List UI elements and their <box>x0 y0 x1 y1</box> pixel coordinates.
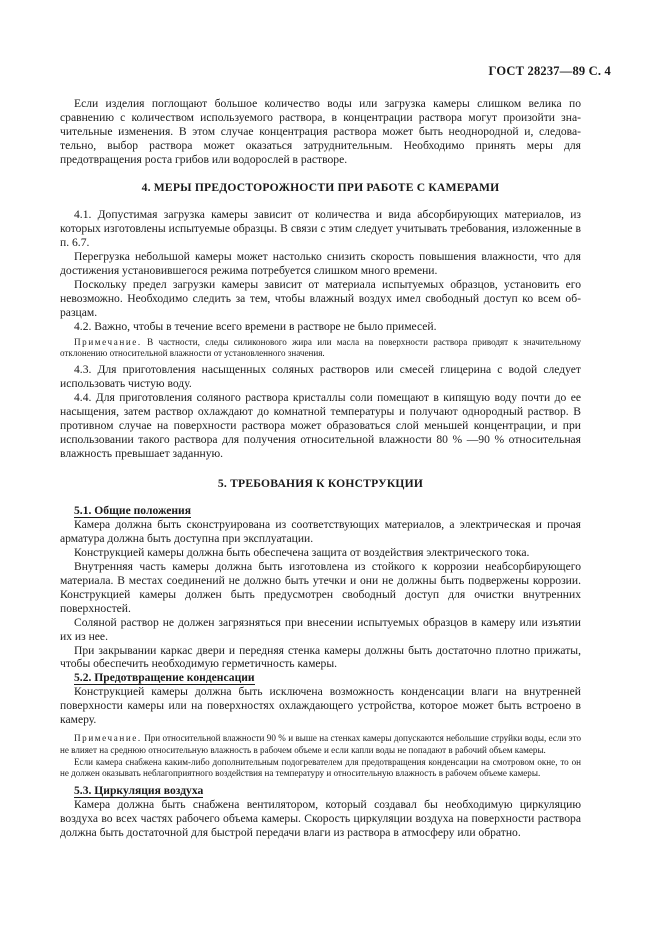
para-4-1-limit: Поскольку предел загрузки камеры зависит от материала испытуемых образцов, установить его невозможно. Необходимо следить за тем, чтобы влажный воздух имел свободный доступ ко всем образцам. <box>60 277 581 319</box>
note-text: При относительной влажности 90 % и выше на стенках камеры допускаются небольшие струйки воды, если это не влияет на среднюю относительную влажность в рабочем объеме и если капли воды не попадают в рабочий объем камеры. <box>60 732 581 755</box>
note-5-2-heater: Если камера снабжена каким-либо дополнительным подогревателем для предотвращения конденсации на смотровом окне, то он не должен оказывать неблагоприятного воздействия на температуру и относительную влажность в рабочем объеме камеры. <box>60 756 581 779</box>
intro-paragraph: Если изделия поглощают большое количество воды или загрузка камеры слишком велика по сравнению с количеством используемого раствора, в концентрации раствора могут произойти значительные изменения. В этом случае концентрация раствора может быть неоднородной и, следовательно, выбор раствора может оказаться затруднительным. Необходимо принять меры для предотвращения роста грибов или водорослей в растворе. <box>60 97 581 166</box>
note-4-2 <box>60 337 581 361</box>
para-4-3: 4.3. Для приготовления насыщенных соляных растворов или смесей глицерина с водой следует использовать чистую воду. <box>60 363 581 391</box>
para-5-2: Конструкцией камеры должна быть исключена возможность конденсации влаги на внутренней поверхности камеры или на поверхностях охлаждающего устройства, которое может быть встроено в камеру. <box>60 685 581 727</box>
page-header: ГОСТ 28237—89 С. 4 <box>488 64 611 78</box>
document-body <box>60 97 581 840</box>
para-5-1-solution: Соляной раствор не должен загрязняться при внесении испытуемых образцов в камеру или изъятии их из нее. <box>60 615 581 643</box>
para-4-1-overload: Перегрузка небольшой камеры может настолько снизить скорость повышения влажности, что для достижения установившегося режима потребуется слишком много времени. <box>60 250 581 278</box>
para-5-3: Камера должна быть снабжена вентилятором, который создавал бы необходимую циркуляцию воздуха во всех частях рабочего объема камеры. Скорость циркуляции воздуха на поверхности раствора должна быть достаточной для быстрой передачи влаги из раствора в атмосферу или обратно. <box>60 798 581 839</box>
note-5-2 <box>60 733 581 757</box>
para-5-1-electric: Конструкцией камеры должна быть обеспечена защита от воздействия электрического тока. <box>74 546 530 560</box>
para-4-2: 4.2. Важно, чтобы в течение всего времени в растворе не было примесей. <box>74 319 437 333</box>
subsection-5-2-title: 5.2. Предотвращение конденсации <box>74 671 255 685</box>
para-4-4: 4.4. Для приготовления соляного раствора кристаллы соли помещают в кипящую воду почти до ее насыщения, затем раствор охлаждают до комнатной температуры и получают однородный раствор. В противном случае на поверхности раствора может образоваться слой меньшей концентрации, и при использовании такого раствора для получения относительной влажности 80 % —90 % относительная влажность превышает заданную. <box>60 391 581 460</box>
section-5-heading: 5. ТРЕБОВАНИЯ К КОНСТРУКЦИИ <box>217 476 424 490</box>
note-label: Примечание. <box>74 732 142 743</box>
subsection-5-3-title: 5.3. Циркуляция воздуха <box>74 784 204 798</box>
section-4-heading: 4. МЕРЫ ПРЕДОСТОРОЖНОСТИ ПРИ РАБОТЕ С КАМЕРАМИ <box>141 180 500 194</box>
para-5-1-door: При закрывании каркас двери и передняя стенка камеры должны быть достаточно плотно прижаты, чтобы обеспечить необходимую герметичность камеры. <box>60 643 581 671</box>
subsection-5-1-title: 5.1. Общие положения <box>74 504 191 518</box>
para-5-1-materials: Камера должна быть сконструирована из соответствующих материалов, а электрическая и прочая арматура должна быть доступна при эксплуатации. <box>60 518 581 546</box>
para-5-1-interior: Внутренняя часть камеры должна быть изготовлена из стойкого к коррозии неабсорбирующего материала. В местах соединений не должно быть утечки и они не должны быть подвержены коррозии. Конструкцией камеры должен быть предусмотрен свободный доступ для очистки внутренних поверхностей. <box>60 560 581 615</box>
para-4-1: 4.1. Допустимая загрузка камеры зависит от количества и вида абсорбирующих материалов, из которых изготовлены испытуемые образцы. В связи с этим следует учитывать требования, изложенные в п. 6.7. <box>60 208 581 250</box>
note-label: Примечание. <box>74 336 142 347</box>
note-text: В частности, следы силиконового жира или масла на поверхности раствора приводят к значительному отклонению относительной влажности от установленного значения. <box>60 336 581 359</box>
